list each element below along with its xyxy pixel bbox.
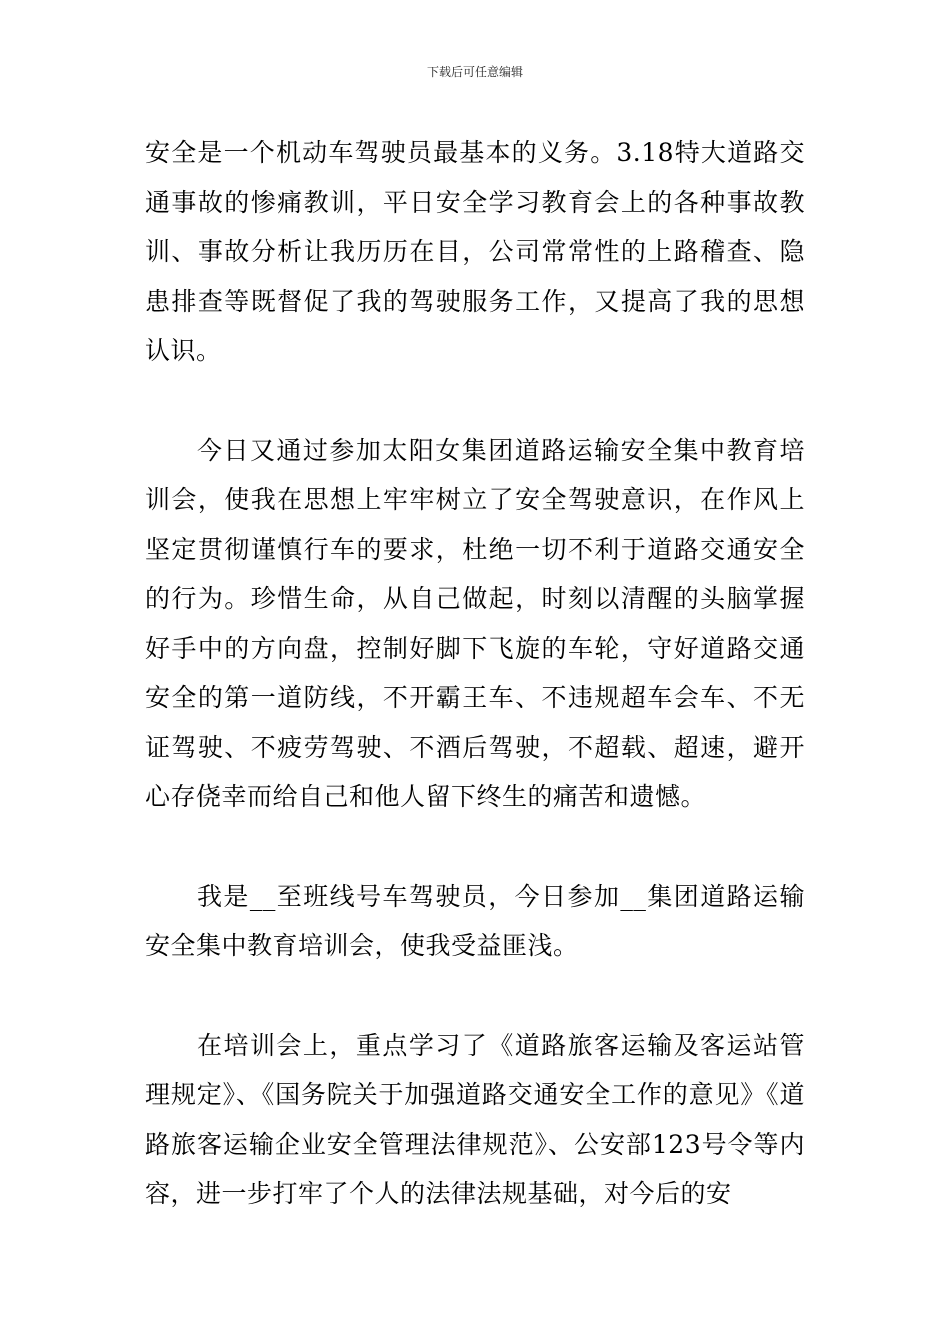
paragraph-spacer	[145, 971, 805, 1021]
page-header-note: 下载后可任意编辑	[426, 65, 523, 79]
paragraph-3: 我是__至班线号车驾驶员，今日参加__集团道路运输安全集中教育培训会，使我受益匪浅。	[145, 881, 805, 960]
paragraph-4: 在培训会上，重点学习了《道路旅客运输及客运站管理规定》、《国务院关于加强道路交通安全工作的意见》《道路旅客运输企业安全管理法律规范》、公安部123号令等内容，进一步打牢了个人的法律法规基础，对今后的安	[145, 1030, 805, 1208]
paragraph-spacer	[145, 376, 805, 426]
paragraph-1: 安全是一个机动车驾驶员最基本的义务。3.18特大道路交通事故的惨痛教训，平日安全学习教育会上的各种事故教训、事故分析让我历历在目，公司常常性的上路稽查、隐患排查等既督促了我的驾驶服务工作，又提高了我的思想认识。	[145, 138, 805, 365]
document-body	[145, 128, 805, 1219]
paragraph-2: 今日又通过参加太阳女集团道路运输安全集中教育培训会，使我在思想上牢牢树立了安全驾驶意识，在作风上坚定贯彻谨慎行车的要求，杜绝一切不利于道路交通安全的行为。珍惜生命，从自己做起，时刻以清醒的头脑掌握好手中的方向盘，控制好脚下飞旋的车轮，守好道路交通安全的第一道防线，不开霸王车、不违规超车会车、不无证驾驶、不疲劳驾驶、不酒后驾驶，不超载、超速，避开心存侥幸而给自己和他人留下终生的痛苦和遗憾。	[145, 435, 805, 811]
paragraph-spacer	[145, 822, 805, 872]
